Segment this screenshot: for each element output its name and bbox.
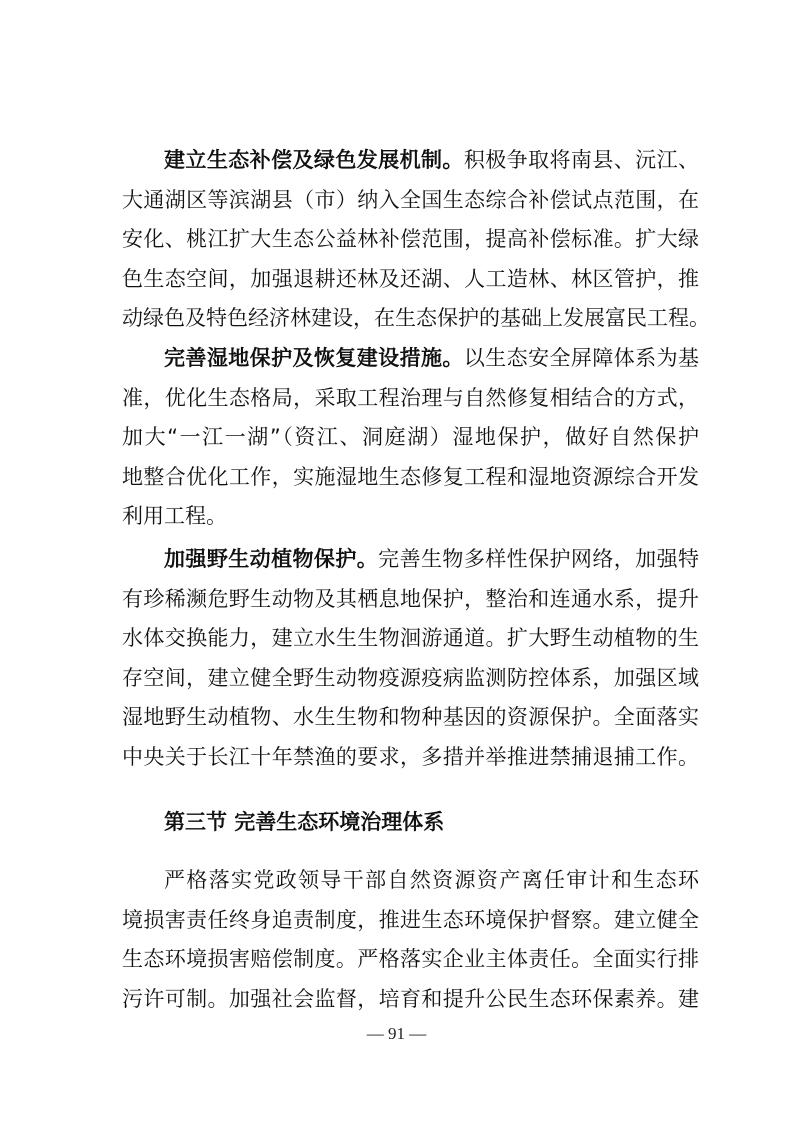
section-heading: 第三节 完善生态环境治理体系 bbox=[164, 810, 445, 834]
paragraph-3-line-1 bbox=[164, 545, 699, 573]
paragraph-1-line: 安化、桃江扩大生态公益林补偿范围，提高补偿标准。扩大绿 bbox=[122, 227, 699, 251]
section-paragraph-line: 境损害责任终身追责制度，推进生态环境保护督察。建立健全 bbox=[122, 908, 699, 932]
paragraph-3-lead: 加强野生动植物保护。 bbox=[164, 547, 379, 571]
paragraph-3-line: 水体交换能力，建立水生生物洄游通道。扩大野生动植物的生 bbox=[122, 626, 699, 650]
section-paragraph-line: 污许可制。加强社会监督，培育和提升公民生态环保素养。建 bbox=[122, 987, 699, 1011]
paragraph-1-line-1 bbox=[164, 146, 699, 174]
paragraph-3-line: 中央关于长江十年禁渔的要求，多措并举推进禁捕退捕工作。 bbox=[122, 745, 699, 769]
section-paragraph-line: 生态环境损害赔偿制度。严格落实企业主体责任。全面实行排 bbox=[122, 947, 699, 971]
paragraph-1-text: 积极争取将南县、沅江、 bbox=[463, 148, 700, 172]
paragraph-1-line: 大通湖区等滨湖县（市）纳入全国生态综合补偿试点范围，在 bbox=[122, 188, 699, 212]
section-paragraph-line-1: 严格落实党政领导干部自然资源资产离任审计和生态环 bbox=[164, 868, 699, 892]
paragraph-2-line-1 bbox=[164, 344, 699, 372]
paragraph-2-lead: 完善湿地保护及恢复建设措施。 bbox=[164, 346, 464, 370]
paragraph-1-line: 色生态空间，加强退耕还林及还湖、人工造林、林区管护，推 bbox=[122, 267, 699, 291]
paragraph-3-line: 有珍稀濒危野生动物及其栖息地保护，整治和连通水系，提升 bbox=[122, 587, 699, 611]
paragraph-2-line: 加大“一江一湖”（资江、洞庭湖）湿地保护，做好自然保护 bbox=[122, 425, 699, 449]
paragraph-1-lead: 建立生态补偿及绿色发展机制。 bbox=[164, 148, 464, 172]
paragraph-2-line: 地整合优化工作，实施湿地生态修复工程和湿地资源综合开发 bbox=[122, 465, 699, 489]
page-number: — 91 — bbox=[366, 1024, 427, 1043]
paragraph-3-text: 完善生物多样性保护网络，加强特 bbox=[378, 547, 700, 571]
paragraph-3-line: 存空间，建立健全野生动物疫源疫病监测防控体系，加强区域 bbox=[122, 666, 699, 690]
paragraph-3-line: 湿地野生动植物、水生生物和物种基因的资源保护。全面落实 bbox=[122, 705, 699, 729]
paragraph-2-line: 利用工程。 bbox=[122, 504, 227, 528]
paragraph-2-text: 以生态安全屏障体系为基 bbox=[463, 346, 700, 370]
paragraph-2-line: 准，优化生态格局，采取工程治理与自然修复相结合的方式， bbox=[122, 386, 699, 410]
paragraph-1-line: 动绿色及特色经济林建设，在生态保护的基础上发展富民工程。 bbox=[122, 306, 710, 330]
